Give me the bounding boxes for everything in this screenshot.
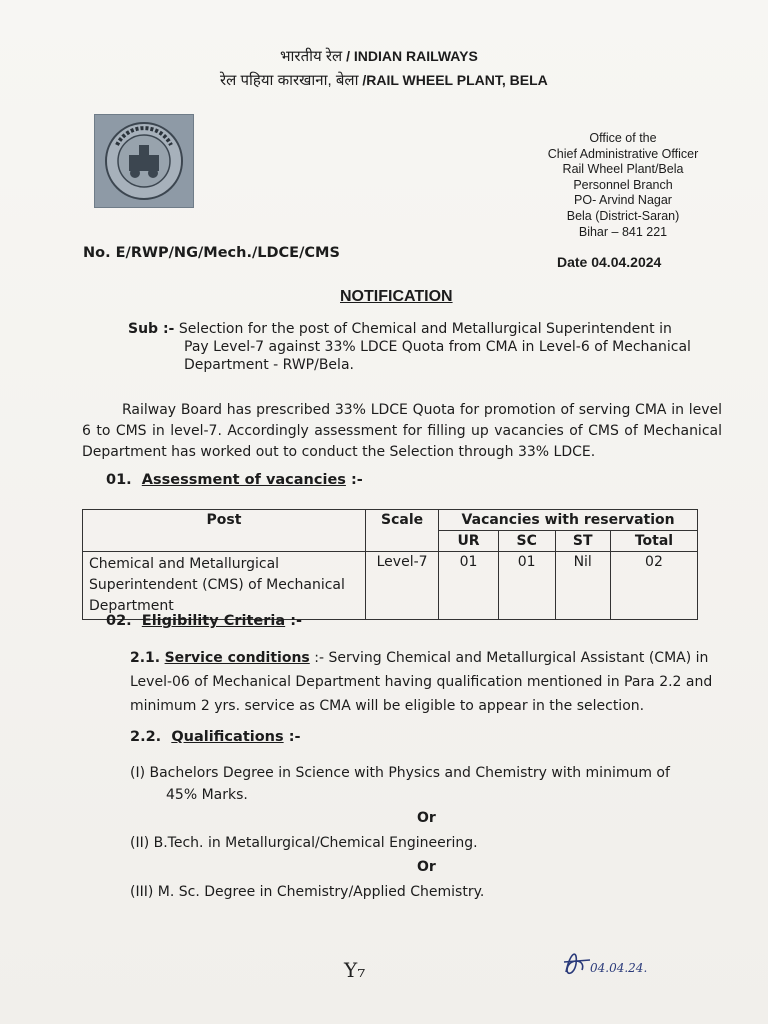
office-line: Office of the (589, 131, 657, 145)
section-2-title: Eligibility Criteria (141, 613, 286, 629)
service-number: 2.1. (130, 650, 161, 666)
header-english-1: / INDIAN RAILWAYS (346, 48, 478, 64)
section-1-number: 01. (106, 472, 132, 488)
cell-total: 02 (610, 552, 697, 620)
office-line: Rail Wheel Plant/Bela (562, 162, 684, 177)
qualification-2: (II) B.Tech. in Metallurgical/Chemical Engineering. (130, 835, 478, 851)
header-scale: Scale (366, 510, 439, 552)
qualifications-number: 2.2. (130, 729, 162, 745)
cell-st: Nil (555, 552, 610, 620)
header-hindi-1: भारतीय रेल (280, 48, 343, 65)
cell-sc: 01 (498, 552, 555, 620)
office-line: Personnel Branch (573, 177, 673, 192)
notice-date: Date 04.04.2024 (557, 254, 662, 270)
signature-date: 04.04.24. (590, 961, 648, 975)
qualifications-suffix: :- (288, 729, 301, 745)
header-post: Post (83, 510, 366, 552)
office-line: Chief Administrative Officer (547, 146, 699, 161)
qualifications-heading (130, 729, 301, 745)
notification-title: NOTIFICATION (340, 288, 453, 305)
vacancy-table (82, 509, 698, 620)
header-ur: UR (439, 531, 499, 552)
qualifications-title: Qualifications (171, 729, 284, 745)
office-line: PO- Arvind Nagar (574, 193, 672, 208)
office-line: Bihar – 841 221 (578, 224, 668, 239)
table-row (83, 552, 698, 620)
qualification-1-line-1: (I) Bachelors Degree in Science with Physics and Chemistry with minimum of (130, 765, 670, 781)
header-sc: SC (498, 531, 555, 552)
service-title: Service conditions (164, 650, 310, 666)
subject-text-1: Selection for the post of Chemical and Metallurgical Superintendent in (178, 321, 672, 337)
section-2-number: 02. (106, 613, 132, 629)
qualification-1-line-2: 45% Marks. (166, 787, 248, 803)
subject-text-2: Pay Level-7 against 33% LDCE Quota from CMA in Level-6 of Mechanical (184, 339, 691, 355)
header-vacancies: Vacancies with reservation (439, 510, 698, 531)
section-1-heading (106, 472, 363, 488)
service-conditions (130, 646, 724, 718)
header-line-1 (280, 46, 478, 66)
or-separator: Or (417, 859, 436, 875)
header-hindi-2: रेल पहिया कारखाना, बेला (220, 72, 359, 89)
cell-ur: 01 (439, 552, 499, 620)
office-address (528, 131, 718, 240)
header-st: ST (555, 531, 610, 552)
cell-post: Chemical and Metallurgical Superintendent (CMS) of Mechanical Department (83, 552, 366, 620)
indian-railways-logo (94, 114, 194, 208)
cell-scale: Level-7 (366, 552, 439, 620)
qualification-1 (130, 762, 730, 806)
table-header-row (83, 510, 698, 531)
office-line: Bela (District-Saran) (566, 208, 680, 223)
intro-paragraph: Railway Board has prescribed 33% LDCE Quota for promotion of serving CMA in level 6 to CMS in level-7. Accordingly assessment for filling up vacancies of CMS of Mechanical Department has worked out to conduct the Selection through 33% LDCE. (82, 402, 722, 460)
subject-label: Sub :- (128, 321, 175, 337)
subject-text-3: Department - RWP/Bela. (184, 357, 354, 373)
header-total: Total (610, 531, 697, 552)
section-1-title: Assessment of vacancies (141, 472, 346, 488)
signature (560, 942, 660, 982)
section-2-heading (106, 613, 302, 629)
or-separator: Or (417, 810, 436, 826)
page-mark: Y₇ (344, 958, 366, 982)
section-2-suffix: :- (290, 613, 303, 629)
header-english-2: /RAIL WHEEL PLANT, BELA (362, 72, 548, 88)
header-line-2 (220, 70, 548, 90)
subject-block (128, 320, 728, 374)
qualification-3: (III) M. Sc. Degree in Chemistry/Applied Chemistry. (130, 884, 485, 900)
reference-number: No. E/RWP/NG/Mech./LDCE/CMS (83, 245, 340, 261)
service-text: :- Serving Chemical and Metallurgical Assistant (CMA) in Level-06 of Mechanical Department having qualification mentioned in Para 2.2 and minimum 2 yrs. service as CMA will be eligible to appear in the selection. (130, 650, 713, 714)
section-1-suffix: :- (350, 472, 363, 488)
